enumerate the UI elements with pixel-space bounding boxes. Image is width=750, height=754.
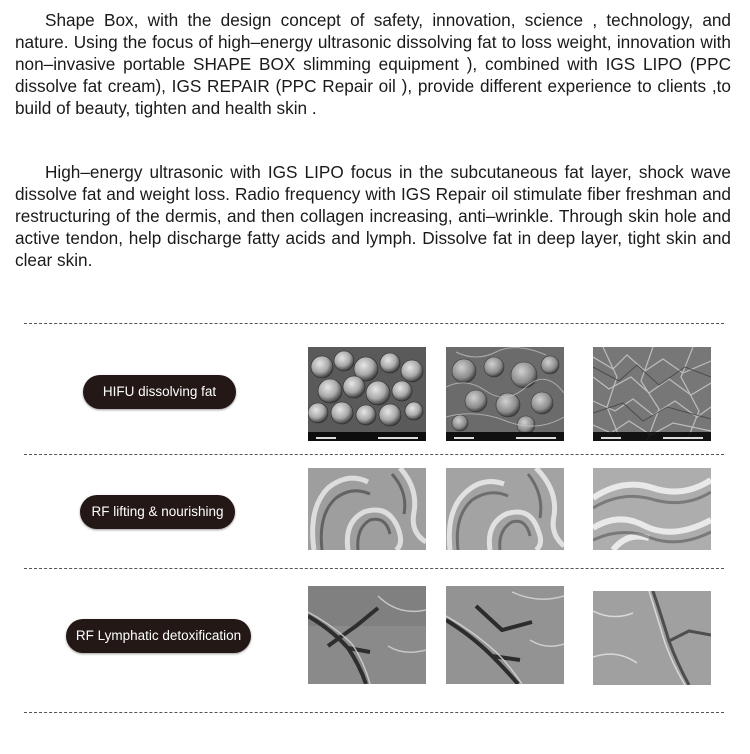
scale-bar	[593, 432, 711, 441]
divider-bottom	[24, 712, 724, 713]
lymph-vessel-after-image	[593, 591, 711, 685]
rf-lifting-label-pill	[80, 495, 235, 529]
divider-top	[24, 323, 724, 324]
rf-lymphatic-label-pill	[66, 619, 251, 653]
lymph-vessel-before-image	[308, 586, 426, 684]
lymph-vessel-during-image	[446, 586, 564, 684]
fat-cells-intact-image	[308, 347, 426, 441]
divider-1	[24, 454, 724, 455]
hifu-label-pill	[83, 375, 236, 409]
intro-paragraph-2-text: High–energy ultrasonic with IGS LIPO focus in the subcutaneous fat layer, shock wave dissolve fat and weight loss. Radio frequency with IGS Repair oil stimulate fiber freshman and restructuring of the dermis, and then collagen increasing, anti–wrinkle. Through skin hole and active tendon, help discharge fatty acids and lymph. Dissolve fat in deep layer, tight skin and clear skin.	[15, 162, 731, 270]
intro-paragraph-2	[15, 161, 731, 271]
collagen-fiber-before-image	[308, 468, 426, 550]
rf-lifting-label-text: RF lifting & nourishing	[91, 504, 224, 519]
hifu-label-text: HIFU dissolving fat	[102, 384, 217, 399]
intro-paragraph-1	[15, 9, 731, 119]
scale-bar	[308, 432, 426, 441]
collagen-fiber-during-image	[446, 468, 564, 550]
divider-2	[24, 568, 724, 569]
intro-paragraph-1-text: Shape Box, with the design concept of safety, innovation, science , technology, and nature. Using the focus of high–energy ultrasonic dissolving fat to loss weight, innovation with non–invasive portable SHAPE BOX slimming equipment ), combined with IGS LIPO (PPC dissolve fat cream), IGS REPAIR (PPC Repair oil ), provide different experience to clients ,to build of beauty, tighten and health skin .	[15, 10, 731, 118]
fat-cells-breaking-image	[446, 347, 564, 441]
rf-lymphatic-label-text: RF Lymphatic detoxification	[75, 628, 242, 643]
scale-bar	[446, 432, 564, 441]
collagen-fiber-after-image	[593, 468, 711, 550]
fat-cells-dissolved-image	[593, 347, 711, 441]
